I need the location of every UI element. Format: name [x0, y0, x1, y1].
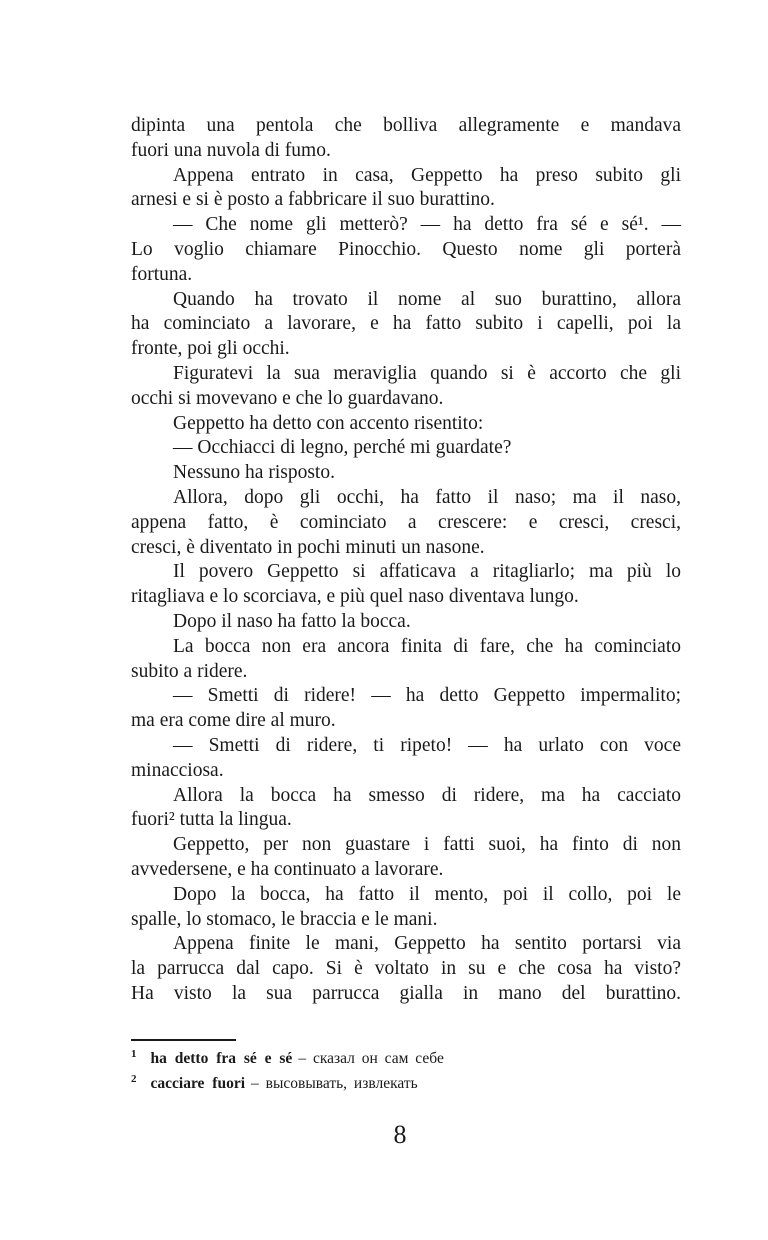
- text-line: Appena entrato in casa, Geppetto ha preso subito gli: [173, 164, 681, 186]
- text-line: Dopo il naso ha fatto la bocca.: [173, 610, 411, 632]
- text-line: Quando ha trovato il nome al suo burattino, allora: [173, 288, 681, 310]
- text-line: arnesi e si è posto a fabbricare il suo burattino.: [131, 189, 495, 211]
- text-line: Il povero Geppetto si affaticava a ritagliarlo; ma più lo: [173, 561, 681, 583]
- text-line: Allora, dopo gli occhi, ha fatto il naso; ma il naso,: [173, 486, 681, 508]
- text-line: fuori una nuvola di fumo.: [131, 139, 331, 161]
- text-line: Geppetto ha detto con accento risentito:: [173, 412, 484, 434]
- body-text: [131, 114, 681, 1007]
- footnote-number: 2: [131, 1073, 137, 1085]
- text-line: — Smetti di ridere, ti ripeto! — ha urlato con voce: [173, 734, 681, 756]
- footnote-translation: – высовывать, извлекать: [251, 1075, 418, 1092]
- footnote-1: [131, 1048, 444, 1068]
- text-line: — Che nome gli metterò? — ha detto fra sé e sé¹. —: [173, 214, 681, 236]
- text-line: Appena finite le mani, Geppetto ha sentito portarsi via: [173, 933, 681, 955]
- text-line: — Smetti di ridere! — ha detto Geppetto impermalito;: [173, 685, 681, 707]
- text-line: Dopo la bocca, ha fatto il mento, poi il collo, poi le: [173, 883, 681, 905]
- text-line: appena fatto, è cominciato a crescere: e cresci, cresci,: [131, 511, 681, 533]
- text-line: avvedersene, e ha continuato a lavorare.: [131, 858, 444, 880]
- text-line: ha cominciato a lavorare, e ha fatto subito i capelli, poi la: [131, 313, 681, 335]
- text-line: La bocca non era ancora finita di fare, che ha cominciato: [173, 635, 681, 657]
- text-line: fortuna.: [131, 263, 193, 285]
- text-line: la parrucca dal capo. Si è voltato in su e che cosa ha visto?: [131, 958, 681, 980]
- text-line: Lo voglio chiamare Pinocchio. Questo nome gli porterà: [131, 238, 681, 260]
- text-line: occhi si movevano e che lo guardavano.: [131, 387, 444, 409]
- page-number: 8: [393, 1120, 407, 1149]
- text-line: Ha visto la sua parrucca gialla in mano del burattino.: [131, 982, 681, 1004]
- footnote-number: 1: [131, 1048, 137, 1060]
- text-line: ma era come dire al muro.: [131, 710, 336, 732]
- text-line: dipinta una pentola che bolliva allegramente e mandava: [131, 115, 681, 136]
- footnote-divider: [131, 1039, 236, 1041]
- footnote-translation: – сказал он сам себе: [298, 1050, 444, 1067]
- footnote-phrase: cacciare fuori: [150, 1075, 246, 1092]
- text-line: fuori² tutta la lingua.: [131, 809, 292, 831]
- text-line: Nessuno ha risposto.: [173, 462, 335, 484]
- text-line: — Occhiacci di legno, perché mi guardate?: [173, 437, 512, 459]
- text-line: subito a ridere.: [131, 660, 248, 682]
- text-line: Figuratevi la sua meraviglia quando si è accorto che gli: [173, 362, 681, 384]
- text-line: cresci, è diventato in pochi minuti un nasone.: [131, 536, 485, 558]
- text-line: Geppetto, per non guastare i fatti suoi, ha finto di non: [173, 834, 681, 856]
- text-line: minacciosa.: [131, 759, 224, 781]
- text-line: ritagliava e lo scorciava, e più quel naso diventava lungo.: [131, 586, 579, 608]
- footnote-2: [131, 1073, 418, 1093]
- text-line: spalle, lo stomaco, le braccia e le mani.: [131, 908, 438, 930]
- text-line: Allora la bocca ha smesso di ridere, ma ha cacciato: [173, 784, 681, 806]
- text-line: fronte, poi gli occhi.: [131, 338, 290, 360]
- footnote-phrase: ha detto fra sé e sé: [150, 1050, 293, 1067]
